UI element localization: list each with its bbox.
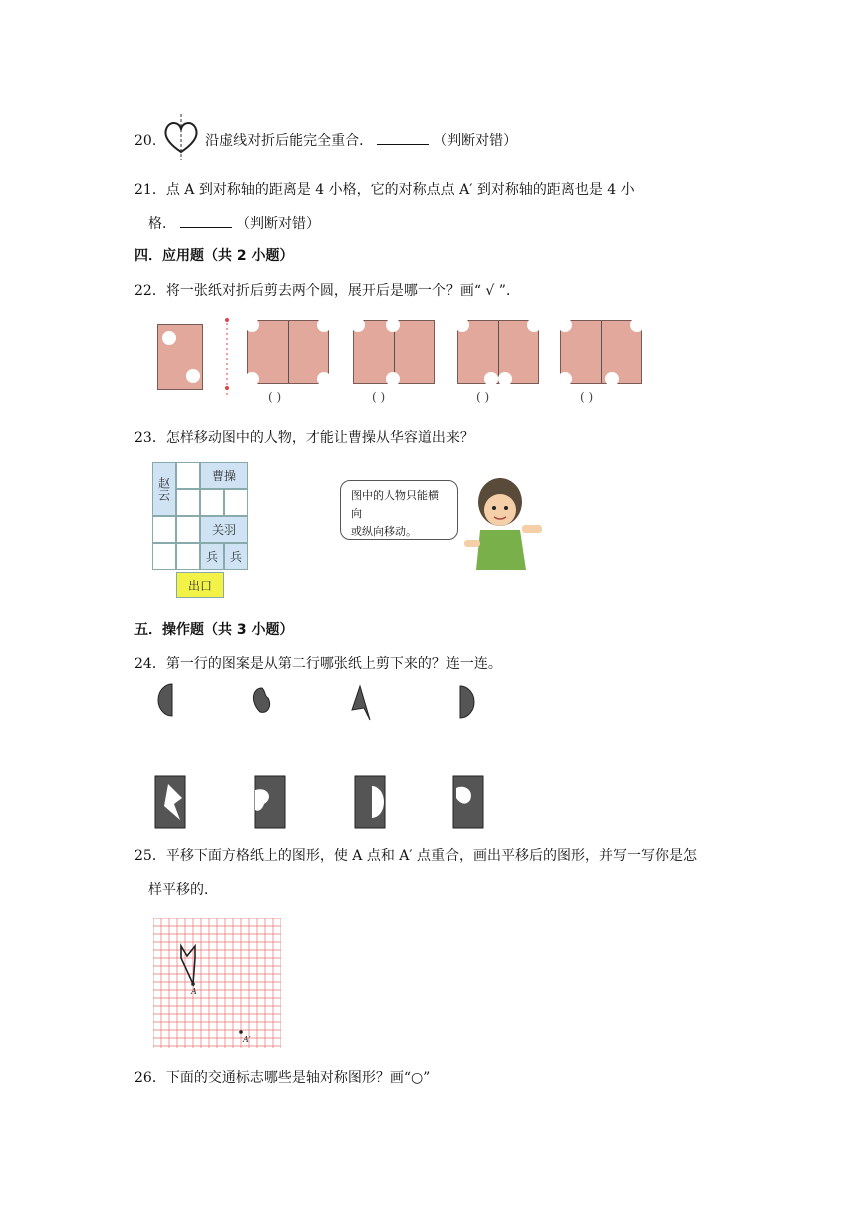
heart-icon (161, 114, 201, 154)
option-2 (353, 320, 435, 384)
hint-line-1: 图中的人物只能横向 (351, 489, 439, 520)
grid-paper (153, 918, 281, 1048)
label-a-prime: A′ (243, 1035, 251, 1044)
label-a: A (191, 987, 197, 996)
option-1-paren[interactable]: ( ) (268, 390, 282, 404)
q21-answer-blank[interactable] (180, 213, 232, 228)
section-4-title: 四．应用题（共 2 小题） (134, 248, 294, 264)
q22-text: 22．将一张纸对折后剪去两个圆，展开后是哪一个？画“ √ ”． (134, 283, 520, 299)
option-3-paren[interactable]: ( ) (476, 390, 490, 404)
q26-text: 26．下面的交通标志哪些是轴对称图形？画“○” (134, 1070, 431, 1086)
option-2-paren[interactable]: ( ) (372, 390, 386, 404)
q21-line1 (134, 180, 635, 200)
cartoon-boy (460, 470, 545, 605)
q21-line2 (148, 213, 320, 234)
q20-text: 沿虚线对折后能完全重合． (205, 133, 374, 149)
option-3 (457, 320, 539, 384)
guanyu-block: 关羽 (200, 516, 248, 543)
q20-number: 20. (134, 133, 157, 149)
q21-text: 点 A 到对称轴的距离是 4 小格，它的对称点点 A′ 到对称轴的距离也是 4 小 (165, 182, 635, 198)
q20-judge: （判断对错） (433, 133, 518, 149)
q25-line1: 25．平移下面方格纸上的图形，使 A 点和 A′ 点重合，画出平移后的图形，并写一写你是怎 (134, 848, 698, 864)
section-5-title: 五．操作题（共 3 小题） (134, 622, 294, 638)
option-4-paren[interactable]: ( ) (580, 390, 594, 404)
translation-grid (153, 918, 281, 1048)
q20 (134, 128, 517, 154)
hint-bubble (340, 480, 458, 540)
q22-figure (150, 312, 665, 412)
q20-answer-blank[interactable] (377, 130, 429, 145)
soldier-block-2: 兵 (224, 543, 248, 570)
q21-text-2: 格． (148, 216, 176, 232)
option-1 (247, 320, 329, 384)
huarong-board (152, 462, 252, 600)
option-4 (560, 320, 642, 384)
soldier-block-1: 兵 (200, 543, 224, 570)
q24-text: 24．第一行的图案是从第二行哪张纸上剪下来的？连一连。 (134, 656, 502, 672)
zhaoyun-block: 赵云 (152, 462, 176, 516)
q23-text: 23．怎样移动图中的人物，才能让曹操从华容道出来？ (134, 430, 474, 446)
hint-line-2: 或纵向移动。 (351, 525, 417, 538)
q21-judge: （判断对错） (236, 216, 320, 232)
caocao-block: 曹操 (200, 462, 248, 489)
q25-line2: 样平移的． (148, 882, 218, 898)
q21-number: 21． (134, 182, 166, 198)
q24-figure (150, 680, 490, 835)
exit-block: 出口 (176, 572, 224, 598)
